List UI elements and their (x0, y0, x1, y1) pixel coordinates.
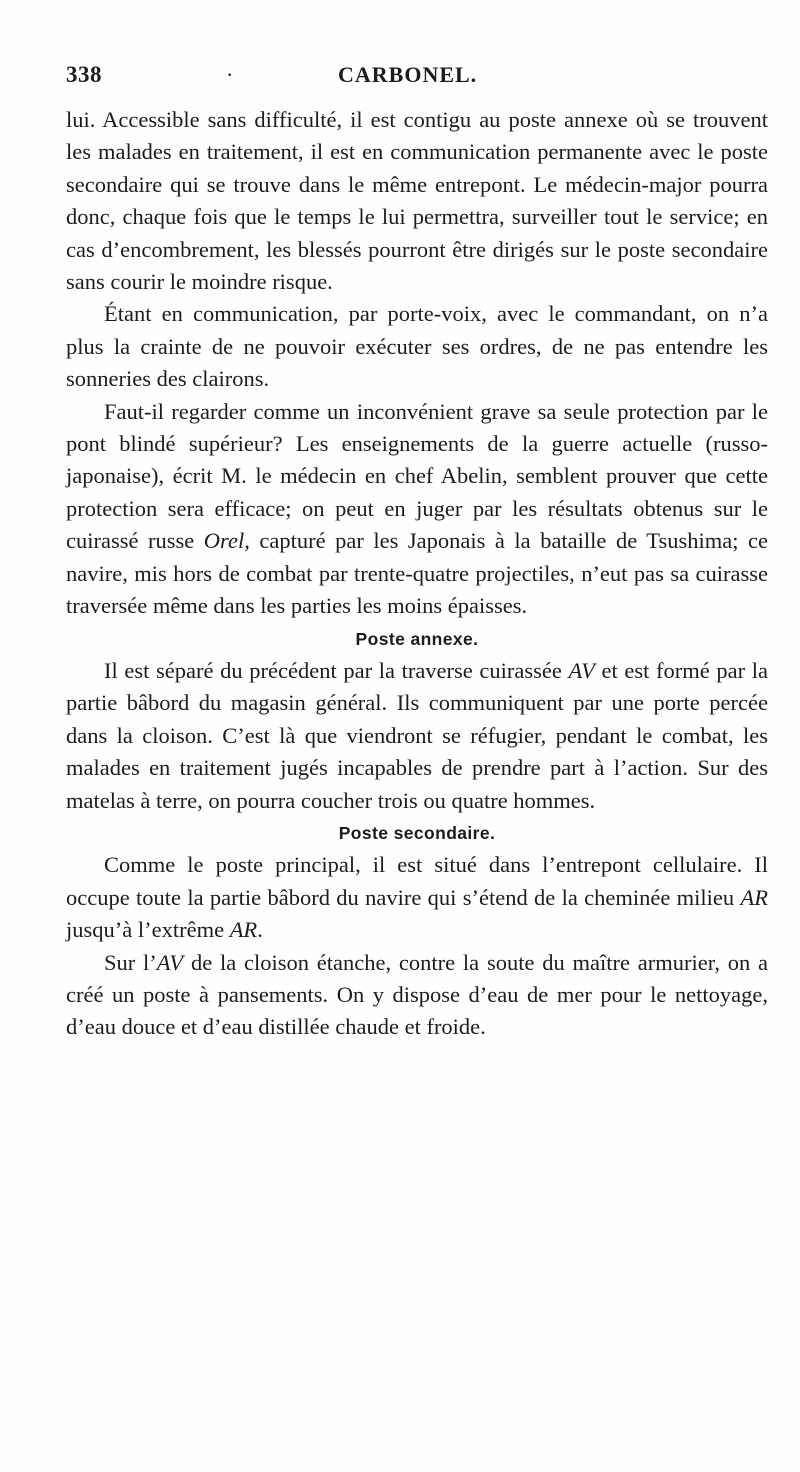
ship-name: Orel, (203, 528, 250, 554)
aft-symbol-1: AR (740, 884, 768, 910)
paragraph-5 (66, 849, 768, 946)
section-heading-poste-secondaire: Poste secondaire. (338, 822, 496, 843)
running-head: CARBONEL. (338, 62, 478, 87)
paragraph-4-text-a: Il est séparé du précédent par la traverse cuirassée (104, 657, 569, 683)
paragraph-6 (66, 947, 768, 1044)
paragraph-5-text-a: Comme le poste principal, il est situé dans l’entrepont cellulaire. Il occupe toute la partie bâbord du navire qui s’étend de la cheminée milieu (66, 852, 768, 910)
page-number: 338 (66, 62, 102, 87)
paragraph-3 (66, 396, 768, 623)
paragraph-5-text-c: . (257, 917, 263, 943)
paragraph-1: lui. Accessible sans difficulté, il est contigu au poste annexe où se trouvent les malades en traitement, il est en communication permanente avec le poste secondaire qui se trouve dans le même entrepont. Le médecin-major pourra donc, chaque fois que le temps le lui permettra, surveiller tout le service; en cas d’encombrement, les blessés pourront être dirigés sur le poste secondaire sans courir le moindre risque. (66, 107, 768, 295)
section-heading-poste-annexe: Poste annexe. (355, 628, 479, 649)
paragraph-4 (66, 655, 768, 817)
paragraph-4-text-b: et est formé par la partie bâbord du magasin général. Ils communiquent par une porte percée dans la cloison. C’est là que viendront se réfugier, pendant le combat, les malades en traitement jugés incapables de prendre part à l’action. Sur des matelas à terre, on pourra coucher trois ou quatre hommes. (66, 657, 769, 813)
paragraph-6-text-a: Sur l’ (104, 949, 157, 975)
page-header (66, 62, 766, 94)
paragraph-2: Étant en communication, par porte-voix, avec le commandant, on n’a plus la crainte de ne pouvoir exécuter ses ordres, de ne pas entendre les sonneries des clairons. (66, 301, 768, 392)
forward-symbol-2: AV (156, 949, 184, 975)
forward-symbol: AV (568, 657, 595, 683)
paragraph-3-text-b: capturé par les Japonais à la bataille de Tsushima; ce navire, mis hors de combat par trente-quatre projectiles, n’eut pas sa cuirasse traversée même dans les parties les moins épaisses. (66, 528, 768, 619)
paragraph-5-text-b: jusqu’à l’extrême (66, 917, 230, 943)
page-body (66, 104, 768, 1044)
paragraph-6-text-b: de la cloison étanche, contre la soute du maître armurier, on a créé un poste à pansements. On y dispose d’eau de mer pour le nettoyage, d’eau douce et d’eau distillée chaude et froide. (66, 949, 769, 1040)
aft-symbol-2: AR (229, 917, 258, 943)
paragraph-3-text-a: Faut-il regarder comme un inconvénient grave sa seule protection par le pont blindé supérieur? Les enseignements de la guerre actuelle (russo-japonaise), écrit M. le médecin en chef Abelin, semblent prouver que cette protection sera efficace; on peut en juger par les résultats obtenus sur le cuirassé russe (66, 398, 768, 554)
header-separator: · (226, 62, 234, 87)
